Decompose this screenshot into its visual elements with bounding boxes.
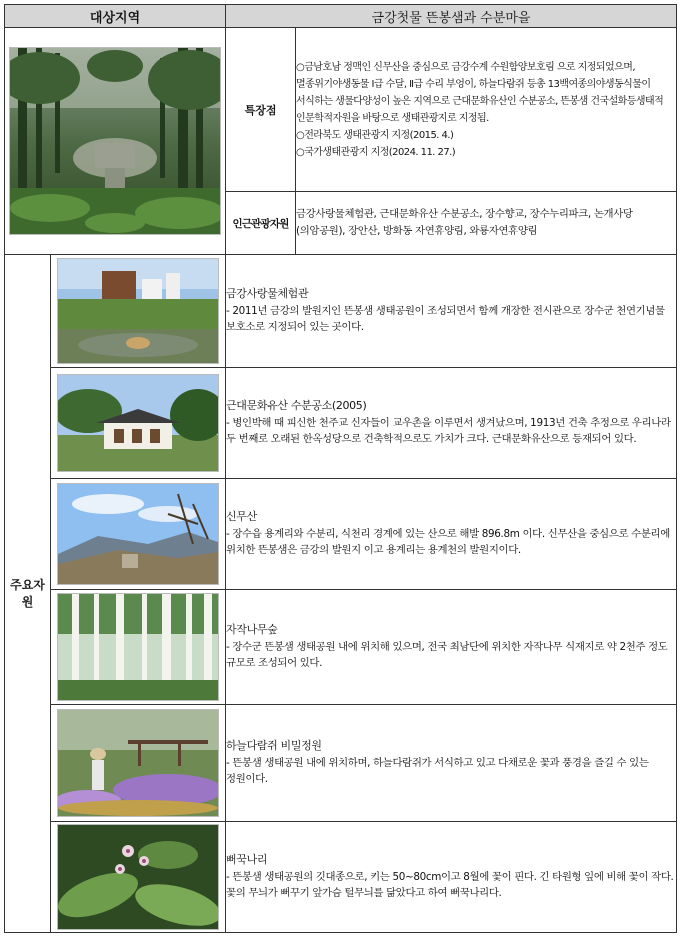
place-title: 금강첫물 뜬봉샘과 수분마을 [226,5,677,28]
resource-row [5,368,677,479]
resource-row [5,255,677,368]
resource-desc: - 뜬봉샘 생태공원 내에 위치하며, 하늘다람쥐가 서식하고 있고 다채로운 꽃과 풍경을 즐길 수 있는 정원이다. [226,756,649,786]
resource-row [5,590,677,705]
resource-item [226,705,677,822]
forest-spring-photo [9,47,221,235]
resource-row [5,822,677,933]
resource-title: 자작나무숲 [226,622,278,636]
resource-photo-cell [51,822,226,933]
resource-photo-cell [51,479,226,590]
resource-title: 하늘다람쥐 비밀정원 [226,738,322,752]
resource-desc: - 장수읍 용계리와 수분리, 식천리 경계에 있는 산으로 해발 896.8m 이다. 신무산을 중심으로 수분리에 위치한 뜬봉샘은 금강의 발원지 이고 용계리는 용계천의 발원지이다. [226,527,670,557]
resource-item [226,255,677,368]
feature-label: 특장점 [226,28,296,192]
resource-photo-cell [51,255,226,368]
resources-label: 주요자원 [5,255,51,933]
resource-desc: - 뜬봉샘 생태공원의 깃대종으로, 키는 50~80cm이고 8월에 꽃이 핀다. 긴 타원형 잎에 비해 꽃이 작다. 꽃의 무늬가 뻐꾸기 앞가슴 털무늬를 닮았다고 하여 뻐꾹나리다. [226,870,674,900]
resource-item [226,368,677,479]
resource-row [5,705,677,822]
mission-station-photo [57,374,219,472]
resource-title: 신무산 [226,509,257,523]
birch-forest-photo [57,593,219,701]
feature-paragraph: ○전라북도 생태관광지 지정(2015. 4.) [296,129,454,141]
region-header: 대상지역 [5,5,226,28]
resource-row [5,479,677,590]
tourism-table [4,4,677,933]
resource-item [226,822,677,933]
resource-title: 근대문화유산 수분공소(2005) [226,398,367,412]
resource-desc: - 장수군 뜬봉샘 생태공원 내에 위치해 있으며, 전국 최남단에 위치한 자작나무 식재지로 약 2천주 정도 규모로 조성되어 있다. [226,640,668,670]
resource-photo-cell [51,590,226,705]
experience-hall-photo [57,258,219,364]
nearby-label: 인근관광자원 [226,192,296,255]
resource-photo-cell [51,368,226,479]
feature-content [296,28,677,192]
cuckoo-lily-photo [57,824,219,930]
secret-garden-photo [57,709,219,817]
mountain-photo [57,483,219,585]
feature-paragraph: ○금남호남 정맥인 신무산을 중심으로 금강수계 수원함양보호림 으로 지정되었으며, 멸종위기야생동물 Ⅰ급 수달, Ⅱ급 수리 부엉이, 하늘다람쥐 등총 13백여종의야생동식물이 서식하는 생물다양성이 높은 지역으로 근대문화유산인 수분공소, 뜬봉샘 건국설화등생태적 인문학적자원을 바탕으로 생태관광지로 지정됨. [296,61,664,124]
resource-title: 금강사랑물체험관 [226,286,309,300]
resource-photo-cell [51,705,226,822]
resource-desc: - 병인박해 때 피신한 천주교 신자들이 교우촌을 이루면서 생겨났으며, 1913년 건축 추정으로 우리나라 두 번째로 오래된 한옥성당으로 건축학적으로도 가치가 크다. 근대문화유산으로 등재되어 있다. [226,416,671,446]
resource-desc: - 2011년 금강의 발원지인 뜬봉샘 생태공원이 조성되면서 함께 개장한 전시관으로 장수군 천연기념물 보호소로 지정되어 있는 곳이다. [226,304,665,334]
feature-row [5,28,677,192]
main-photo-cell [5,28,226,255]
resource-item [226,479,677,590]
feature-paragraph: ○국가생태관광지 지정(2024. 11. 27.) [296,146,456,158]
header-row [5,5,677,28]
resource-item [226,590,677,705]
nearby-content: 금강사랑물체험관, 근대문화유산 수분공소, 장수향교, 장수누리파크, 논개사당(의암공원), 장안산, 방화동 자연휴양림, 와룡자연휴양림 [296,192,677,255]
resource-title: 뻐꾹나리 [226,852,268,866]
